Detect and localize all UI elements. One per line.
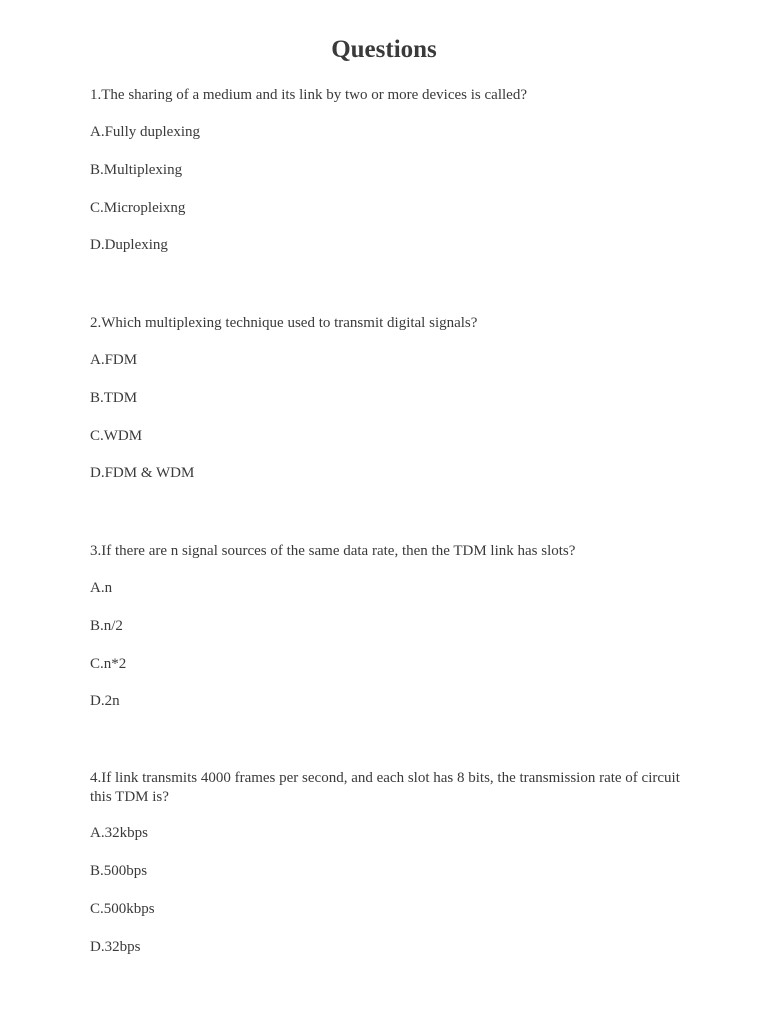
- option-a: A.n: [90, 580, 113, 596]
- option-d: D.Duplexing: [90, 237, 168, 253]
- question-4: [90, 769, 680, 955]
- question-text: 1.The sharing of a medium and its link by two or more devices is called?: [90, 87, 527, 103]
- option-b: B.Multiplexing: [90, 162, 183, 178]
- question-1: [90, 86, 680, 253]
- option-b: B.500bps: [90, 863, 148, 879]
- option-a: A.32kbps: [90, 825, 148, 841]
- question-3: [90, 542, 680, 709]
- option-d: D.2n: [90, 693, 120, 709]
- option-a: A.Fully duplexing: [90, 124, 201, 140]
- question-text: 3.If there are n signal sources of the same data rate, then the TDM link has slots?: [90, 543, 576, 559]
- option-d: D.32bps: [90, 939, 141, 955]
- question-text: 4.If link transmits 4000 frames per second, and each slot has 8 bits, the transmission rate of circuit this TDM is?: [90, 770, 680, 805]
- option-b: B.TDM: [90, 390, 138, 406]
- option-c: C.500kbps: [90, 901, 155, 917]
- page-title: Questions: [331, 36, 437, 63]
- option-a: A.FDM: [90, 352, 138, 368]
- option-d: D.FDM & WDM: [90, 465, 195, 481]
- option-c: C.Micropleixng: [90, 200, 186, 216]
- option-b: B.n/2: [90, 618, 123, 634]
- option-c: C.n*2: [90, 656, 127, 672]
- option-c: C.WDM: [90, 428, 143, 444]
- question-text: 2.Which multiplexing technique used to transmit digital signals?: [90, 315, 478, 331]
- question-2: [90, 314, 680, 481]
